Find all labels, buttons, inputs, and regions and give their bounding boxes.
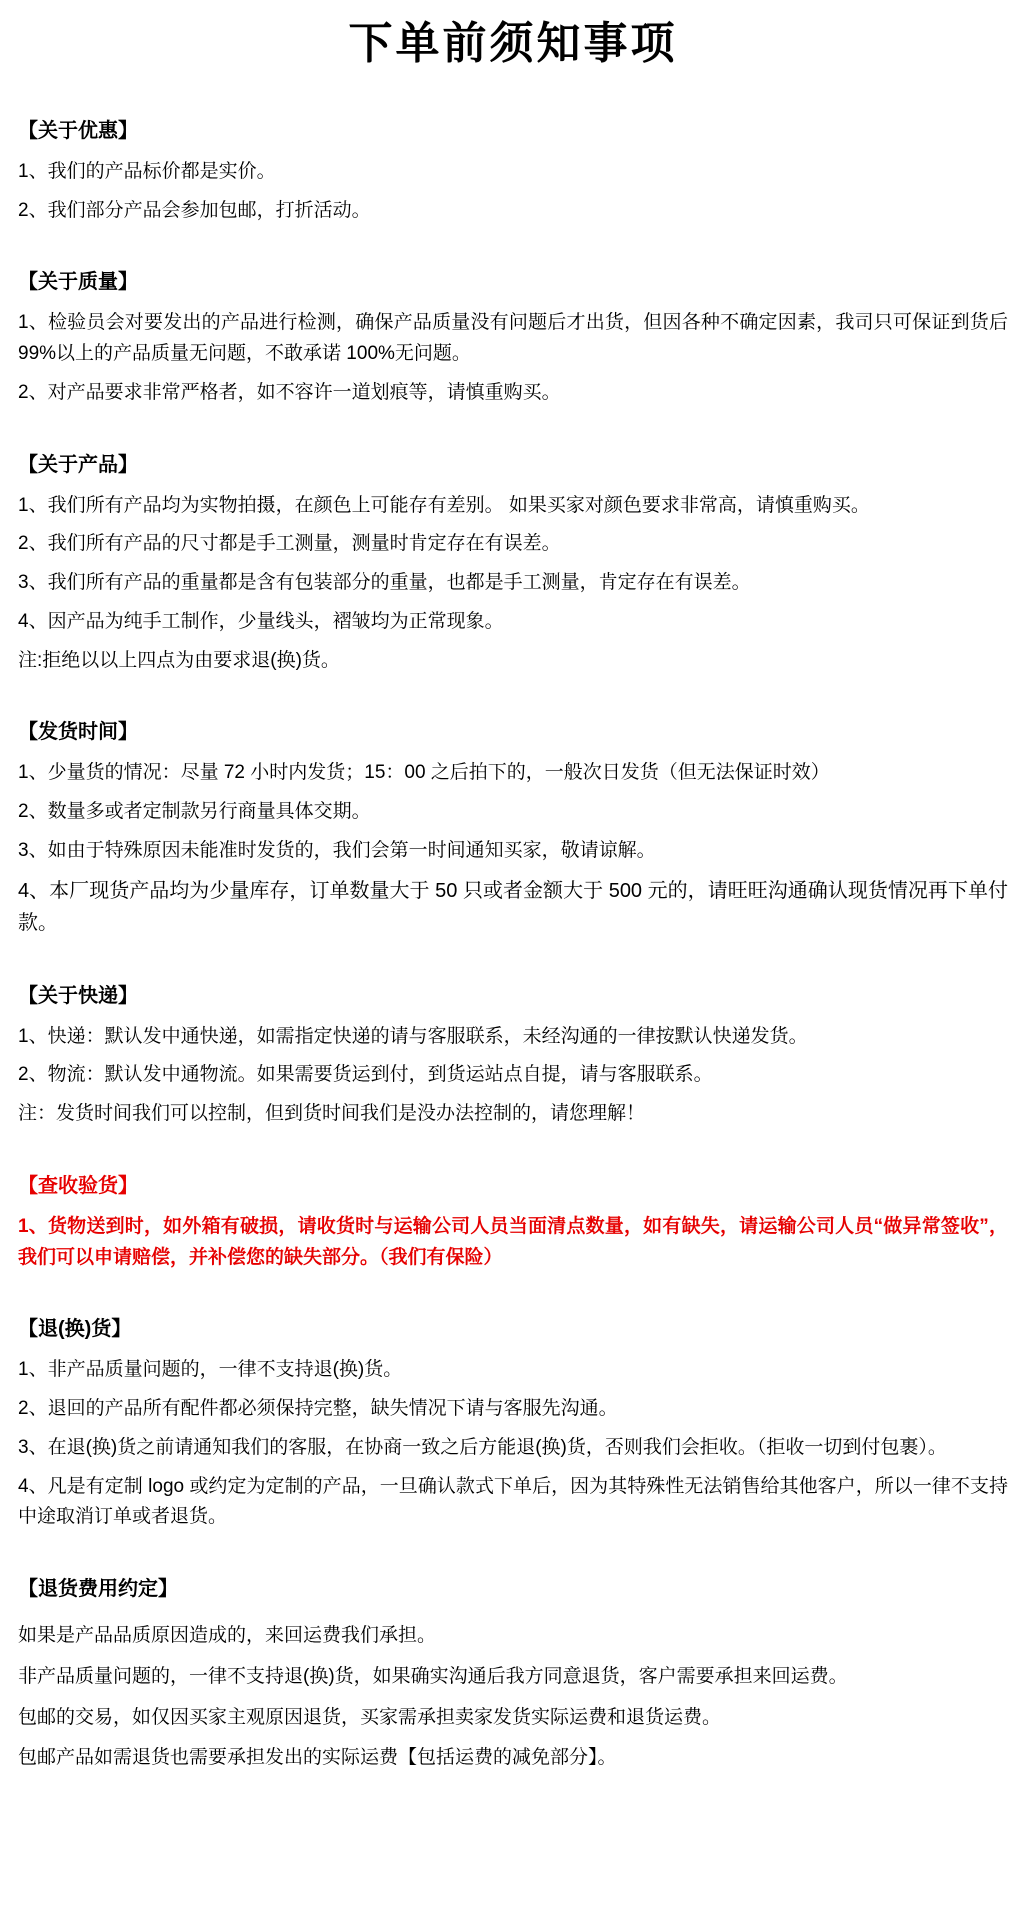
section-shipping-time bbox=[18, 718, 1008, 939]
section-return-exchange bbox=[18, 1315, 1008, 1533]
section-heading: 【关于优惠】 bbox=[18, 119, 138, 142]
section-heading: 【关于质量】 bbox=[18, 271, 138, 294]
section-line: 4、凡是有定制 logo 或约定为定制的产品，一旦确认款式下单后，因为其特殊性无法销售给其他客户，所以一律不支持中途取消订单或者退货。 bbox=[18, 1475, 1008, 1528]
section-line: 2、对产品要求非常严格者，如不容许一道划痕等，请慎重购买。 bbox=[18, 381, 561, 403]
section-line: 4、因产品为纯手工制作，少量线头，褶皱均为正常现象。 bbox=[18, 610, 504, 632]
section-about-product bbox=[18, 451, 1008, 677]
section-line: 2、物流：默认发中通物流。如果需要货运到付，到货运站点自提，请与客服联系。 bbox=[18, 1064, 713, 1086]
section-about-express bbox=[18, 982, 1008, 1130]
section-line: 4、本厂现货产品均为少量库存，订单数量大于 50 只或者金额大于 500 元的，请旺旺沟通确认现货情况再下单付款。 bbox=[18, 879, 1008, 935]
section-line: 1、货物送到时，如外箱有破损，请收货时与运输公司人员当面清点数量，如有缺失，请运输公司人员“做异常签收”，我们可以申请赔偿，并补偿您的缺失部分。（我们有保险） bbox=[18, 1215, 1008, 1268]
section-line: 1、检验员会对要发出的产品进行检测，确保产品质量没有问题后才出货，但因各种不确定因素，我司只可保证到货后 99%以上的产品质量无问题，不敢承诺 100%无问题。 bbox=[18, 312, 1008, 365]
section-line: 2、数量多或者定制款另行商量具体交期。 bbox=[18, 801, 371, 823]
section-line: 如果是产品品质原因造成的，来回运费我们承担。 bbox=[18, 1625, 437, 1647]
section-about-discount bbox=[18, 117, 1008, 227]
section-line: 1、我们所有产品均为实物拍摄，在颜色上可能存有差别。 如果买家对颜色要求非常高，请慎重购买。 bbox=[18, 494, 870, 516]
section-line: 1、我们的产品标价都是实价。 bbox=[18, 160, 276, 182]
section-line: 1、少量货的情况：尽量 72 小时内发货；15：00 之后拍下的，一般次日发货（但无法保证时效） bbox=[18, 762, 830, 784]
section-note: 注：发货时间我们可以控制，但到货时间我们是没办法控制的，请您理解！ bbox=[18, 1103, 646, 1125]
section-line: 2、我们所有产品的尺寸都是手工测量，测量时肯定存在有误差。 bbox=[18, 533, 561, 555]
section-line: 2、退回的产品所有配件都必须保持完整，缺失情况下请与客服先沟通。 bbox=[18, 1398, 618, 1420]
section-heading: 【发货时间】 bbox=[18, 721, 138, 744]
section-line: 2、我们部分产品会参加包邮，打折活动。 bbox=[18, 199, 371, 221]
section-line: 1、快递：默认发中通快递，如需指定快递的请与客服联系，未经沟通的一律按默认快递发货。 bbox=[18, 1025, 808, 1047]
section-inspection bbox=[18, 1172, 1008, 1274]
section-heading: 【退货费用约定】 bbox=[18, 1578, 178, 1601]
section-note: 注:拒绝以以上四点为由要求退(换)货。 bbox=[18, 649, 340, 671]
document-page bbox=[0, 18, 1026, 1830]
section-line: 非产品质量问题的，一律不支持退(换)货，如果确实沟通后我方同意退货，客户需要承担来回运费。 bbox=[18, 1665, 848, 1687]
section-line: 3、在退(换)货之前请通知我们的客服，在协商一致之后方能退(换)货，否则我们会拒收。（拒收一切到付包裹）。 bbox=[18, 1436, 947, 1458]
section-return-fee-agreement bbox=[18, 1575, 1008, 1774]
section-about-quality bbox=[18, 268, 1008, 408]
section-line: 3、我们所有产品的重量都是含有包装部分的重量，也都是手工测量，肯定存在有误差。 bbox=[18, 572, 751, 594]
section-line: 包邮的交易，如仅因买家主观原因退货，买家需承担卖家发货实际运费和退货运费。 bbox=[18, 1706, 722, 1728]
section-heading: 【退(换)货】 bbox=[18, 1318, 132, 1341]
section-heading: 【关于产品】 bbox=[18, 453, 138, 476]
section-heading: 【查收验货】 bbox=[18, 1174, 138, 1197]
section-line: 3、如由于特殊原因未能准时发货的，我们会第一时间通知买家，敬请谅解。 bbox=[18, 839, 656, 861]
section-line: 1、非产品质量问题的，一律不支持退(换)货。 bbox=[18, 1359, 403, 1381]
section-heading: 【关于快递】 bbox=[18, 984, 138, 1007]
section-line: 包邮产品如需退货也需要承担发出的实际运费【包括运费的减免部分】。 bbox=[18, 1747, 617, 1769]
page-title: 下单前须知事项 bbox=[348, 19, 678, 68]
